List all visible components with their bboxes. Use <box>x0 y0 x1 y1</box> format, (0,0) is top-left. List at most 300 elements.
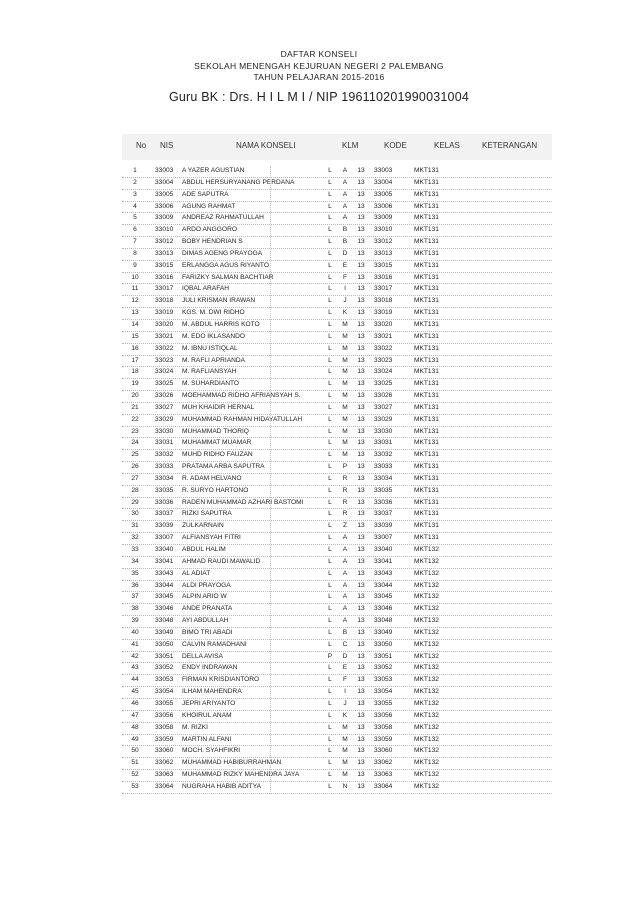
row-no: 10 <box>131 273 139 281</box>
row-gender: L <box>328 273 332 281</box>
row-group: A <box>342 581 348 589</box>
row-kelas: MKT131 <box>414 427 439 435</box>
row-kode: 33037 <box>374 510 393 518</box>
row-nama: ALFIANSYAH FITRI <box>182 534 241 542</box>
row-kelas: MKT131 <box>414 534 439 542</box>
row-nama: A YAZER AGUSTIAN <box>182 167 245 174</box>
row-nis: 33018 <box>155 297 174 305</box>
row-nis: 33049 <box>155 628 174 636</box>
row-level: 13 <box>357 202 365 210</box>
row-nama: MUHAMMAD RIZKY MAHENDRA JAYA <box>182 771 300 779</box>
row-nama: MARTIN ALFANI <box>182 735 232 743</box>
row-kelas: MKT132 <box>414 699 439 707</box>
row-nama: ABDUL HALIM <box>182 546 226 553</box>
row-gender: L <box>328 202 332 210</box>
row-kelas: MKT131 <box>414 403 439 411</box>
row-kelas: MKT131 <box>414 439 439 447</box>
table-row <box>122 723 552 735</box>
row-nis: 33043 <box>155 569 174 577</box>
row-level: 13 <box>357 569 365 577</box>
row-level: 13 <box>357 463 365 471</box>
row-kode: 33029 <box>374 415 393 423</box>
table-row <box>122 592 552 604</box>
row-kode: 33026 <box>374 392 393 400</box>
row-no: 36 <box>131 581 139 589</box>
row-nis: 33017 <box>155 285 174 293</box>
row-kode: 33052 <box>374 664 393 672</box>
row-no: 33 <box>131 546 139 553</box>
col-kelas: KELAS <box>434 141 460 150</box>
row-nis: 33036 <box>155 498 174 506</box>
row-gender: L <box>328 486 332 494</box>
row-nama: KGS. M. DWI RIDHO <box>182 309 245 317</box>
row-kode: 33030 <box>374 427 393 435</box>
row-nama: FIRMAN KRISDIANTORO <box>182 676 260 684</box>
row-kelas: MKT131 <box>414 380 439 388</box>
row-group: M <box>342 392 348 400</box>
row-kode: 33054 <box>374 688 393 696</box>
row-group: K <box>342 309 348 317</box>
row-nis: 33027 <box>155 403 174 411</box>
row-nama: MUHAMMAD HABIBURRAHMAN <box>182 759 282 767</box>
row-no: 31 <box>131 522 139 530</box>
table-row <box>122 166 552 178</box>
row-nama: DELLA AVISA <box>182 652 223 660</box>
row-no: 37 <box>131 593 139 601</box>
row-nis: 33009 <box>155 214 174 222</box>
row-no: 8 <box>133 249 137 257</box>
row-gender: L <box>328 332 332 340</box>
row-nis: 33020 <box>155 320 174 328</box>
row-no: 40 <box>131 628 139 636</box>
row-kode: 33040 <box>374 546 393 553</box>
row-group: R <box>342 474 348 482</box>
table-row <box>122 427 552 439</box>
row-nis: 33012 <box>155 238 174 246</box>
row-kelas: MKT132 <box>414 652 439 660</box>
row-nis: 33004 <box>155 178 174 186</box>
row-kelas: MKT131 <box>414 415 439 423</box>
row-no: 38 <box>131 605 139 613</box>
table-row <box>122 486 552 498</box>
row-gender: P <box>327 652 333 660</box>
row-nis: 33035 <box>155 486 174 494</box>
row-no: 42 <box>131 652 139 660</box>
row-nis: 33046 <box>155 605 174 613</box>
row-kode: 33022 <box>374 344 393 352</box>
row-gender: L <box>328 439 332 447</box>
row-kode: 33055 <box>374 699 393 707</box>
col-kode: KODE <box>384 141 407 150</box>
table-row <box>122 498 552 510</box>
row-group: M <box>342 451 348 459</box>
row-nama: AL ADIAT <box>182 569 211 577</box>
row-kelas: MKT131 <box>414 202 439 210</box>
table-row <box>122 462 552 474</box>
row-level: 13 <box>357 403 365 411</box>
row-kelas: MKT131 <box>414 297 439 305</box>
row-level: 13 <box>357 486 365 494</box>
row-gender: L <box>328 226 332 234</box>
row-kelas: MKT131 <box>414 238 439 246</box>
table-row <box>122 225 552 237</box>
row-level: 13 <box>357 320 365 328</box>
row-nis: 33058 <box>155 723 174 731</box>
row-group: A <box>342 617 348 625</box>
row-nama: ANDREAZ RAHMATULLAH <box>182 214 264 222</box>
row-level: 13 <box>357 439 365 447</box>
row-group: M <box>342 771 348 779</box>
table-row <box>122 320 552 332</box>
row-gender: L <box>328 451 332 459</box>
row-level: 13 <box>357 415 365 423</box>
row-level: 13 <box>357 676 365 684</box>
row-nama: ERLANGGA AGUS RIYANTO <box>182 261 269 269</box>
row-gender: L <box>328 309 332 317</box>
row-nama: KHOIRUL ANAM <box>182 711 232 719</box>
row-no: 51 <box>131 759 139 767</box>
row-group: I <box>344 688 346 696</box>
row-no: 23 <box>131 427 139 435</box>
row-group: M <box>342 356 348 364</box>
row-kode: 33007 <box>374 534 393 542</box>
row-kelas: MKT132 <box>414 759 439 767</box>
row-nis: 33037 <box>155 510 174 518</box>
col-nis: NIS <box>160 141 174 150</box>
row-nama: DIMAS AGENG PRAYOGA <box>182 249 263 257</box>
row-kode: 33058 <box>374 723 393 731</box>
row-group: K <box>342 711 348 719</box>
row-nis: 33039 <box>155 522 174 530</box>
row-kelas: MKT131 <box>414 451 439 459</box>
row-level: 13 <box>357 628 365 636</box>
row-kode: 33034 <box>374 474 393 482</box>
row-level: 13 <box>357 534 365 542</box>
row-nama: MOEHAMMAD RIDHO AFRIANSYAH S. <box>182 392 301 400</box>
row-nama: ZULKARNAIN <box>182 522 224 530</box>
row-gender: L <box>328 593 332 601</box>
row-kelas: MKT132 <box>414 581 439 589</box>
table-row <box>122 202 552 214</box>
row-gender: L <box>328 356 332 364</box>
row-kelas: MKT132 <box>414 628 439 636</box>
row-nama: R. SURYO HARTONO <box>182 486 249 494</box>
row-no: 15 <box>131 332 139 340</box>
row-nis: 33010 <box>155 226 174 234</box>
row-kode: 33033 <box>374 463 393 471</box>
row-nis: 33006 <box>155 202 174 210</box>
col-klm: KLM <box>342 141 359 150</box>
table-row <box>122 332 552 344</box>
row-level: 13 <box>357 711 365 719</box>
row-nis: 33056 <box>155 711 174 719</box>
table-row <box>122 367 552 379</box>
row-group: B <box>342 238 348 246</box>
table-row <box>122 782 552 794</box>
row-level: 13 <box>357 332 365 340</box>
row-gender: L <box>328 415 332 423</box>
table-row <box>122 450 552 462</box>
row-group: J <box>343 297 347 305</box>
row-no: 49 <box>131 735 139 743</box>
row-kelas: MKT132 <box>414 676 439 684</box>
row-level: 13 <box>357 226 365 234</box>
row-gender: L <box>328 628 332 636</box>
table-row <box>122 296 552 308</box>
row-kelas: MKT131 <box>414 522 439 530</box>
row-kode: 33056 <box>374 711 393 719</box>
col-nama: NAMA KONSELI <box>236 141 296 150</box>
row-nama: MUHD RIDHO FAUZAN <box>182 451 253 459</box>
row-nama: CALVIN RAMADHANI <box>182 640 247 648</box>
row-nis: 33050 <box>155 640 174 648</box>
row-gender: L <box>328 771 332 779</box>
row-nis: 33029 <box>155 415 174 423</box>
row-level: 13 <box>357 522 365 530</box>
table-row <box>122 178 552 190</box>
row-group: A <box>342 167 348 174</box>
row-nama: M. RAFLIANSYAH <box>182 368 237 376</box>
row-gender: L <box>328 664 332 672</box>
row-kelas: MKT132 <box>414 735 439 743</box>
row-no: 25 <box>131 451 139 459</box>
row-group: M <box>342 759 348 767</box>
table-row <box>122 675 552 687</box>
row-kode: 33005 <box>374 190 393 198</box>
row-no: 24 <box>131 439 139 447</box>
title-daftar: DAFTAR KONSELI <box>280 49 358 59</box>
table-row <box>122 379 552 391</box>
row-nama: MOCH. SYAHFIKRI <box>182 747 241 755</box>
row-nis: 33041 <box>155 557 174 565</box>
row-nis: 33060 <box>155 747 174 755</box>
row-level: 13 <box>357 664 365 672</box>
row-nama: MUHAMMAD RAHMAN HIDAYATULLAH <box>182 415 303 423</box>
row-nis: 33031 <box>155 439 174 447</box>
row-group: A <box>342 214 348 222</box>
row-gender: L <box>328 711 332 719</box>
row-level: 13 <box>357 297 365 305</box>
row-group: M <box>342 344 348 352</box>
row-group: B <box>342 628 348 636</box>
row-level: 13 <box>357 617 365 625</box>
row-nama: ALPIN ARIO W <box>182 593 227 601</box>
row-kode: 33024 <box>374 368 393 376</box>
row-no: 52 <box>131 771 139 779</box>
table-row <box>122 237 552 249</box>
row-nama: ARDO ANGGORO <box>182 226 237 234</box>
row-no: 6 <box>133 226 137 234</box>
table-row <box>122 249 552 261</box>
row-level: 13 <box>357 344 365 352</box>
row-group: M <box>342 427 348 435</box>
row-nama: BOBY HENDRIAN S <box>182 238 243 246</box>
row-kelas: MKT131 <box>414 273 439 281</box>
row-no: 46 <box>131 699 139 707</box>
row-nama: ADE SAPUTRA <box>182 190 229 198</box>
row-no: 34 <box>131 557 139 565</box>
row-level: 13 <box>357 273 365 281</box>
row-level: 13 <box>357 652 365 660</box>
row-gender: L <box>328 285 332 293</box>
row-group: Z <box>342 522 348 530</box>
row-gender: L <box>328 605 332 613</box>
row-nis: 33040 <box>155 546 174 553</box>
row-group: R <box>342 510 348 518</box>
row-kelas: MKT132 <box>414 664 439 672</box>
row-group: A <box>342 178 348 186</box>
column-header <box>122 134 552 160</box>
row-gender: L <box>328 699 332 707</box>
table-row <box>122 356 552 368</box>
row-kelas: MKT132 <box>414 569 439 577</box>
row-level: 13 <box>357 309 365 317</box>
row-group: M <box>342 735 348 743</box>
row-group: F <box>342 676 348 684</box>
row-kode: 33064 <box>374 782 393 790</box>
row-nis: 33032 <box>155 451 174 459</box>
table-row <box>122 628 552 640</box>
row-gender: L <box>328 782 332 790</box>
row-level: 13 <box>357 735 365 743</box>
row-kelas: MKT131 <box>414 463 439 471</box>
row-nama: JEPRI ARIYANTO <box>182 699 236 707</box>
row-gender: L <box>328 380 332 388</box>
row-kelas: MKT132 <box>414 593 439 601</box>
row-nama: PRATAMA ARBA SAPUTRA <box>182 463 265 471</box>
row-no: 20 <box>131 392 139 400</box>
table-row <box>122 663 552 675</box>
row-kelas: MKT132 <box>414 771 439 779</box>
row-level: 13 <box>357 249 365 257</box>
row-gender: L <box>328 617 332 625</box>
row-nama: ABDUL HERSURYANANG PERDANA <box>182 178 295 186</box>
row-kelas: MKT132 <box>414 688 439 696</box>
row-kelas: MKT131 <box>414 368 439 376</box>
row-group: E <box>342 664 348 672</box>
row-group: I <box>344 285 346 293</box>
row-kelas: MKT132 <box>414 723 439 731</box>
row-gender: L <box>328 320 332 328</box>
row-no: 21 <box>131 403 139 411</box>
row-gender: L <box>328 581 332 589</box>
row-kode: 33004 <box>374 178 393 186</box>
col-no: No <box>136 141 147 150</box>
row-kode: 33060 <box>374 747 393 755</box>
row-group: M <box>342 380 348 388</box>
row-level: 13 <box>357 510 365 518</box>
table-row <box>122 652 552 664</box>
row-level: 13 <box>357 427 365 435</box>
row-kode: 33043 <box>374 569 393 577</box>
table-row <box>122 213 552 225</box>
table-row <box>122 273 552 285</box>
row-nama: AHMAD RAUDI MAWALID <box>182 557 261 565</box>
row-kode: 33009 <box>374 214 393 222</box>
row-gender: L <box>328 297 332 305</box>
row-nis: 33026 <box>155 392 174 400</box>
row-group: M <box>342 368 348 376</box>
row-level: 13 <box>357 474 365 482</box>
row-no: 3 <box>133 190 137 198</box>
row-kelas: MKT131 <box>414 261 439 269</box>
row-group: M <box>342 723 348 731</box>
row-nama: ILHAM MAHENDRA <box>182 688 242 696</box>
row-kelas: MKT131 <box>414 332 439 340</box>
row-kode: 33013 <box>374 249 393 257</box>
row-nis: 33045 <box>155 593 174 601</box>
row-kode: 33053 <box>374 676 393 684</box>
row-kelas: MKT131 <box>414 285 439 293</box>
row-no: 43 <box>131 664 139 672</box>
row-nama: MUHAMMAT MUAMAR <box>182 439 252 447</box>
row-kode: 33051 <box>374 652 393 660</box>
row-nama: BIMO TRI ABADI <box>182 628 233 636</box>
row-kode: 33019 <box>374 309 393 317</box>
table-row <box>122 438 552 450</box>
row-gender: L <box>328 344 332 352</box>
row-group: M <box>342 320 348 328</box>
row-no: 29 <box>131 498 139 506</box>
row-kelas: MKT132 <box>414 782 439 790</box>
row-nama: M. EDO IKLASANDO <box>182 332 246 340</box>
row-kode: 33036 <box>374 498 393 506</box>
row-nis: 33022 <box>155 344 174 352</box>
row-nis: 33005 <box>155 190 174 198</box>
row-group: N <box>342 782 348 790</box>
row-kode: 33031 <box>374 439 393 447</box>
row-gender: L <box>328 463 332 471</box>
row-kode: 33006 <box>374 202 393 210</box>
row-no: 44 <box>131 676 139 684</box>
row-no: 39 <box>131 617 139 625</box>
row-level: 13 <box>357 581 365 589</box>
row-nis: 33003 <box>155 167 174 174</box>
row-nama: ANDE PRANATA <box>182 605 233 613</box>
row-no: 35 <box>131 569 139 577</box>
row-level: 13 <box>357 557 365 565</box>
row-nis: 33064 <box>155 782 174 790</box>
row-nis: 33044 <box>155 581 174 589</box>
row-nama: ALDI PRAYOGA <box>182 581 231 589</box>
col-keterangan: KETERANGAN <box>482 141 538 150</box>
row-no: 26 <box>131 463 139 471</box>
row-level: 13 <box>357 285 365 293</box>
row-no: 7 <box>133 238 137 246</box>
row-nama: IQBAL ARAFAH <box>182 285 230 293</box>
row-no: 4 <box>133 202 137 210</box>
row-kode: 33003 <box>374 167 393 174</box>
row-level: 13 <box>357 605 365 613</box>
row-level: 13 <box>357 392 365 400</box>
row-kelas: MKT131 <box>414 309 439 317</box>
row-group: C <box>342 640 348 648</box>
row-nis: 33055 <box>155 699 174 707</box>
table-row <box>122 533 552 545</box>
table-row <box>122 403 552 415</box>
row-level: 13 <box>357 238 365 246</box>
row-gender: L <box>328 474 332 482</box>
row-group: A <box>342 546 348 553</box>
row-nama: JULI KRISMAN IRAWAN <box>182 297 256 305</box>
row-kode: 33049 <box>374 628 393 636</box>
row-gender: L <box>328 178 332 186</box>
row-level: 13 <box>357 747 365 755</box>
row-group: A <box>342 569 348 577</box>
row-gender: L <box>328 569 332 577</box>
row-kode: 33041 <box>374 557 393 565</box>
table-row <box>122 521 552 533</box>
